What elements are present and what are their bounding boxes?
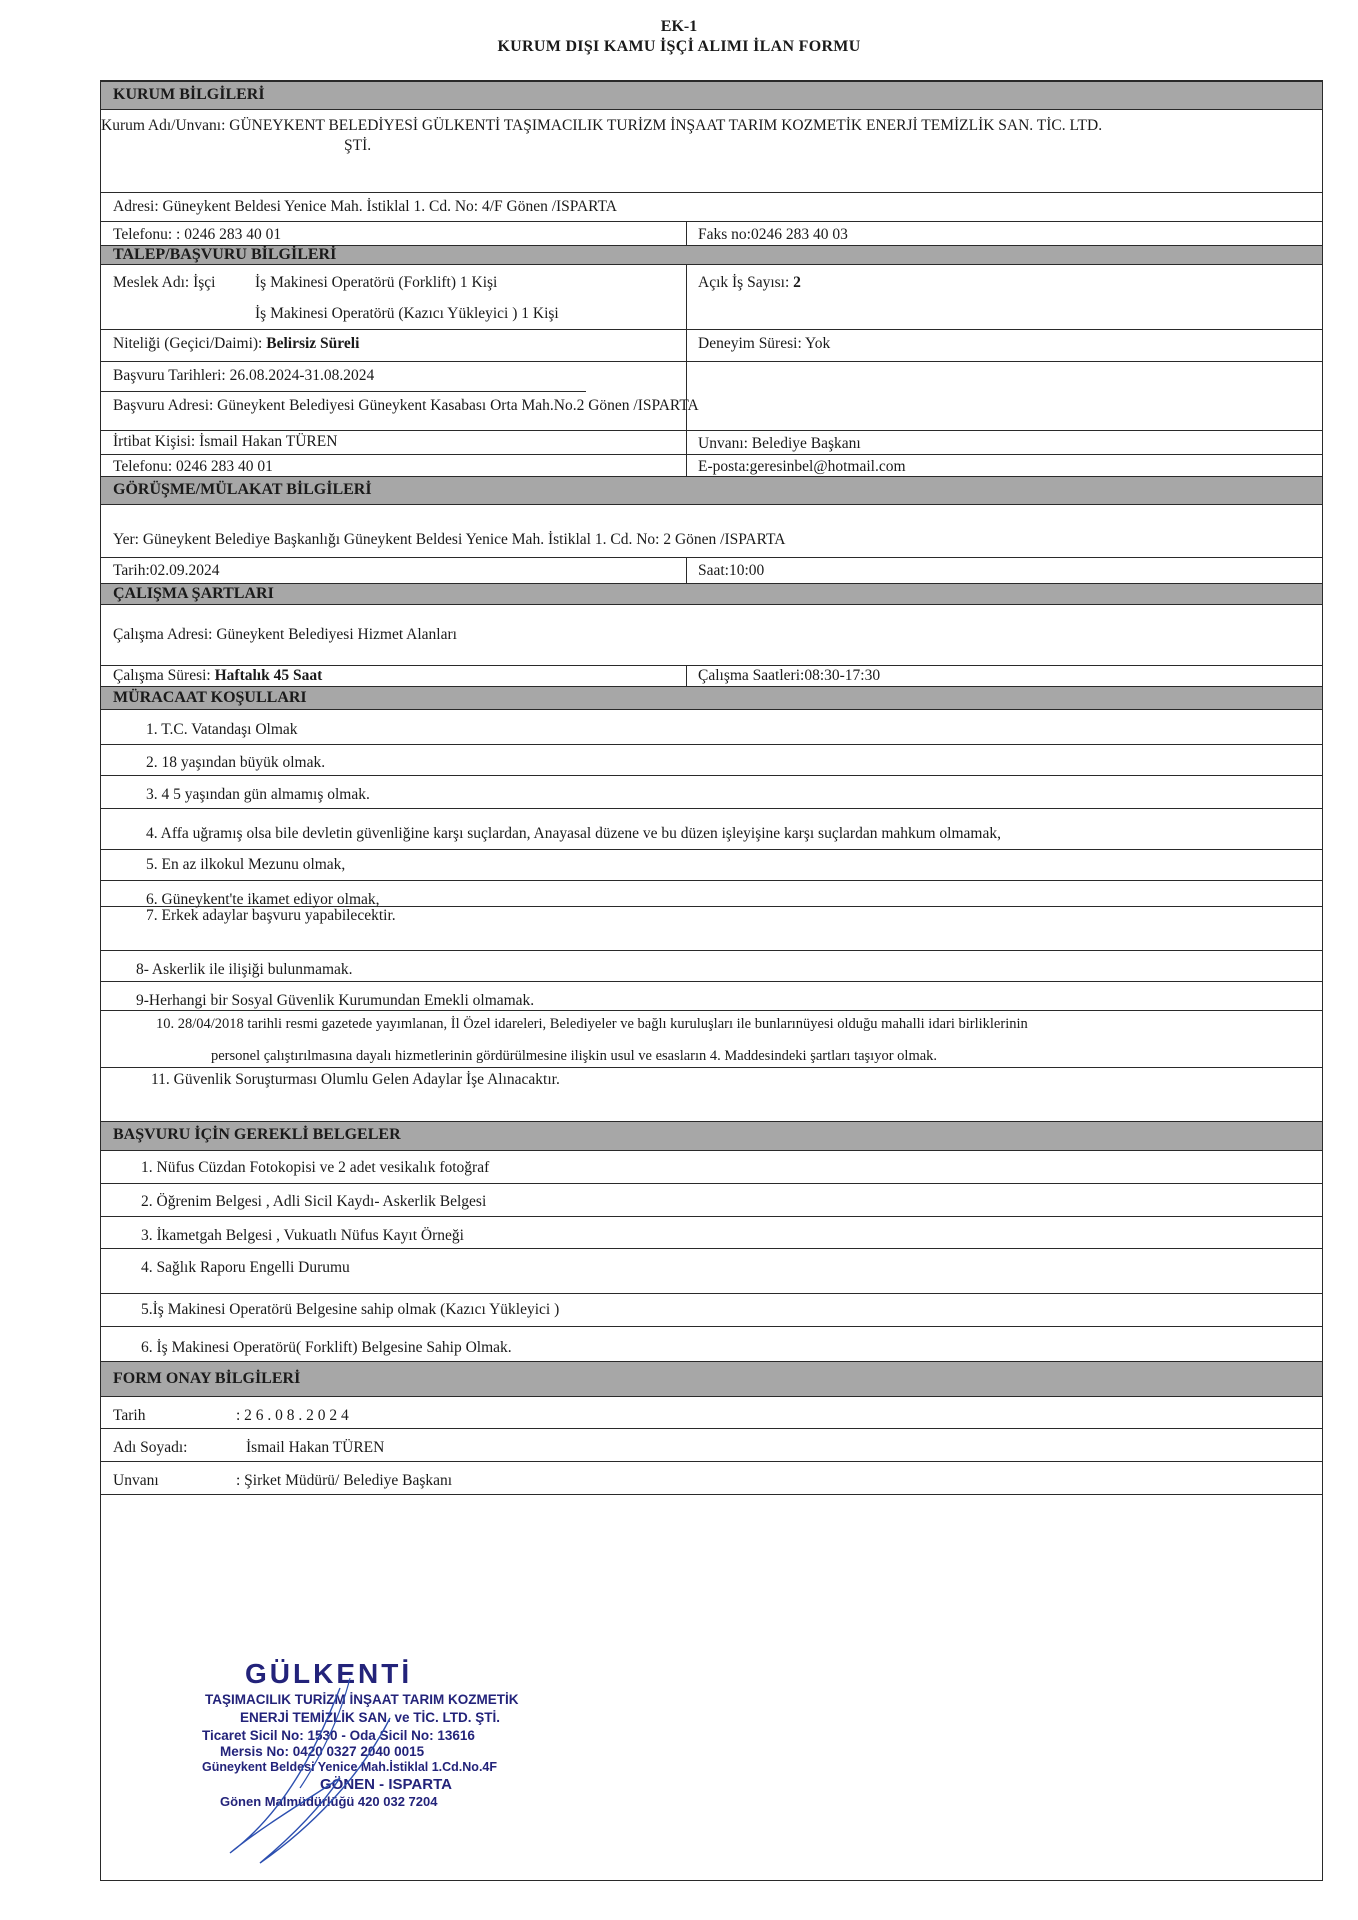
section-gorusme-mulakat: GÖRÜŞME/MÜLAKAT BİLGİLERİ <box>101 476 1322 505</box>
irtibat-unvani: Unvanı: Belediye Başkanı <box>698 435 861 452</box>
onay-adi-label: Adı Soyadı: <box>113 1439 188 1456</box>
form-title: KURUM DIŞI KAMU İŞÇİ ALIMI İLAN FORMU <box>497 38 861 55</box>
kosul-3: 3. 4 5 yaşından gün almamış olmak. <box>146 786 370 803</box>
kosul-10: 10. 28/04/2018 tarihli resmi gazetede yayımlanan, İl Özel idareleri, Belediyeler ve bağlı kuruluşları ile bunlarınüyesi olduğu mahalli idari birliklerinin <box>156 1016 1028 1032</box>
kosul-2: 2. 18 yaşından büyük olmak. <box>146 754 326 771</box>
section-kurum-bilgileri: KURUM BİLGİLERİ <box>101 81 1322 110</box>
onay-adi-value: İsmail Hakan TÜREN <box>246 1439 385 1456</box>
kosul-7: 7. Erkek adaylar başvuru yapabilecektir. <box>146 907 396 924</box>
basvuru-adresi: Başvuru Adresi: Güneykent Belediyesi Güneykent Kasabası Orta Mah.No.2 Gönen /ISPARTA <box>113 397 699 414</box>
niteligi: Niteliği (Geçici/Daimi): Belirsiz Süreli <box>113 335 360 352</box>
kosul-9: 9-Herhangi bir Sosyal Güvenlik Kurumundan Emekli olmamak. <box>136 992 535 1009</box>
belge-6: 6. İş Makinesi Operatörü( Forklift) Belgesine Sahip Olmak. <box>141 1339 512 1356</box>
section-form-onay: FORM ONAY BİLGİLERİ <box>101 1361 1322 1397</box>
acik-is-sayisi: Açık İş Sayısı: 2 <box>698 274 801 291</box>
belge-2: 2. Öğrenim Belgesi , Adli Sicil Kaydı- Askerlik Belgesi <box>141 1193 487 1210</box>
signature <box>200 1658 580 1868</box>
gorusme-yer: Yer: Güneykent Belediye Başkanlığı Güneykent Beldesi Yenice Mah. İstiklal 1. Cd. No: 2 Gönen /ISPARTA <box>113 531 786 548</box>
calisma-saatleri: Çalışma Saatleri:08:30-17:30 <box>698 667 881 684</box>
belge-5: 5.İş Makinesi Operatörü Belgesine sahip olmak (Kazıcı Yükleyici ) <box>141 1301 560 1318</box>
talep-eposta: E-posta:geresinbel@hotmail.com <box>698 458 906 475</box>
onay-tarih-value: : 2 6 . 0 8 . 2 0 2 4 <box>236 1407 349 1424</box>
company-stamp: GÜLKENTİ TAŞIMACILIK TURİZM İNŞAAT TARIM KOZMETİK ENERJİ TEMİZLİK SAN. ve TİC. LTD. ŞTİ. Ticaret Sicil No: 1530 - Oda Sicil No: 13616 Mersis No: 0420 0327 2040 0015 Güneykent Beldesi Yenice Mah.İstiklal 1.Cd.No.4F GÖNEN - ISPARTA Gönen Malmüdürlüğü 420 032 7204 <box>202 1658 519 1809</box>
meslek-kazici-yukleyici: İş Makinesi Operatörü (Kazıcı Yükleyici ) 1 Kişi <box>255 305 559 322</box>
deneyim-suresi: Deneyim Süresi: Yok <box>698 335 831 352</box>
kurum-telefon: Telefonu: : 0246 283 40 01 <box>113 226 282 243</box>
gorusme-tarih: Tarih:02.09.2024 <box>113 562 220 579</box>
onay-unvan-label: Unvanı <box>113 1472 159 1489</box>
kosul-5: 5. En az ilkokul Mezunu olmak, <box>146 856 346 873</box>
belge-3: 3. İkametgah Belgesi , Vukuatlı Nüfus Kayıt Örneği <box>141 1227 464 1244</box>
announcement-form <box>100 80 1323 1881</box>
meslek-label: Meslek Adı: İşçi <box>113 274 216 291</box>
belge-4: 4. Sağlık Raporu Engelli Durumu <box>141 1259 350 1276</box>
section-calisma-sartlari: ÇALIŞMA ŞARTLARI <box>101 583 1322 605</box>
kosul-11: 11. Güvenlik Soruşturması Olumlu Gelen Adaylar İşe Alınacaktır. <box>151 1071 560 1088</box>
section-muracaat-kosullari: MÜRACAAT KOŞULLARI <box>101 686 1322 710</box>
section-talep-basvuru: TALEP/BAŞVURU BİLGİLERİ <box>101 245 1322 265</box>
annex-label: EK-1 <box>660 18 698 35</box>
kosul-8: 8- Askerlik ile ilişiği bulunmamak. <box>136 961 353 978</box>
onay-tarih-label: Tarih <box>113 1407 146 1424</box>
meslek-forklift: İş Makinesi Operatörü (Forklift) 1 Kişi <box>255 274 498 291</box>
irtibat-kisisi: İrtibat Kişisi: İsmail Hakan TÜREN <box>113 433 338 450</box>
kurum-adres: Adresi: Güneykent Beldesi Yenice Mah. İstiklal 1. Cd. No: 4/F Gönen /ISPARTA <box>113 198 617 215</box>
gorusme-saat: Saat:10:00 <box>698 562 765 579</box>
talep-telefon: Telefonu: 0246 283 40 01 <box>113 458 273 475</box>
kosul-10-cont: personel çalıştırılmasına dayalı hizmetlerinin gördürülmesine ilişkin usul ve esasların 4. Maddesindeki şartları taşıyor olmak. <box>211 1048 938 1064</box>
calisma-adresi: Çalışma Adresi: Güneykent Belediyesi Hizmet Alanları <box>113 626 457 643</box>
onay-unvan-value: : Şirket Müdürü/ Belediye Başkanı <box>236 1472 453 1489</box>
kurum-faks: Faks no:0246 283 40 03 <box>698 226 848 243</box>
kurum-adi: Kurum Adı/Unvanı: GÜNEYKENT BELEDİYESİ GÜLKENTİ TAŞIMACILIK TURİZM İNŞAAT TARIM KOZMETİK ENERJİ TEMİZLİK SAN. TİC. LTD. <box>101 117 1103 134</box>
kosul-4: 4. Affa uğramış olsa bile devletin güvenliğine karşı suçlardan, Anayasal düzene ve bu düzen işleyişine karşı suçlardan mahkum olmamak, <box>146 825 1001 842</box>
belge-1: 1. Nüfus Cüzdan Fotokopisi ve 2 adet vesikalık fotoğraf <box>141 1159 490 1176</box>
kosul-1: 1. T.C. Vatandaşı Olmak <box>146 721 298 738</box>
calisma-suresi: Çalışma Süresi: Haftalık 45 Saat <box>113 667 323 684</box>
kosul-6: 6. Güneykent'te ikamet ediyor olmak, <box>146 891 380 908</box>
basvuru-tarihleri: Başvuru Tarihleri: 26.08.2024-31.08.2024 <box>113 367 375 384</box>
kurum-adi-cont: ŞTİ. <box>344 137 372 154</box>
section-gerekli-belgeler: BAŞVURU İÇİN GEREKLİ BELGELER <box>101 1121 1322 1151</box>
